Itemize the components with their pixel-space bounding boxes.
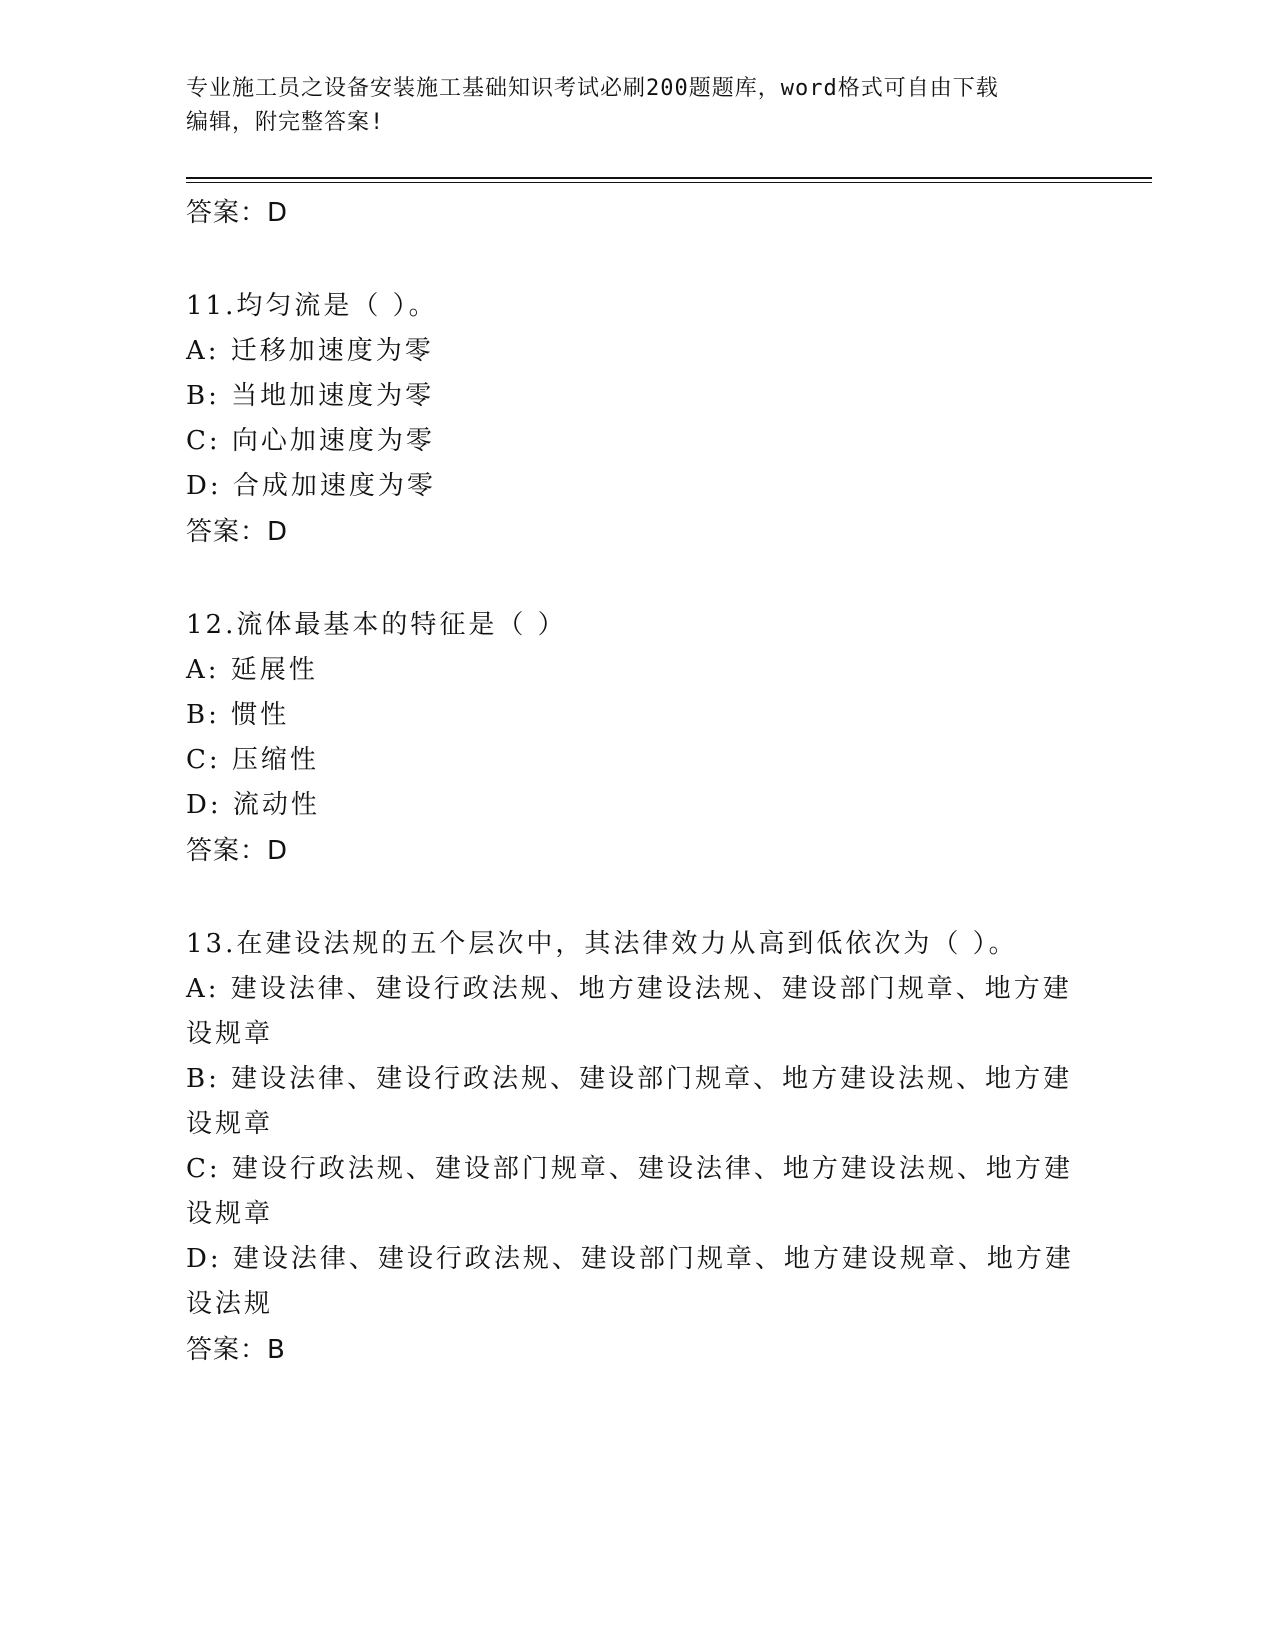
question-title: 13.在建设法规的五个层次中，其法律效力从高到低依次为（ ）。 bbox=[186, 929, 1018, 959]
option-d: D: 合成加速度为零 bbox=[186, 471, 436, 501]
option-c: C: 向心加速度为零 bbox=[186, 426, 435, 456]
option-a: A: 迁移加速度为零 bbox=[186, 336, 434, 366]
answer-line: 答案：D bbox=[186, 517, 289, 547]
option-d: D: 流动性 bbox=[186, 790, 320, 820]
option-c: C: 压缩性 bbox=[186, 745, 319, 775]
answer-line: 答案：D bbox=[186, 198, 289, 228]
question-title: 11.均匀流是（ ）。 bbox=[186, 291, 438, 321]
question-13 bbox=[186, 922, 1086, 1373]
header-rule-thick bbox=[186, 177, 1152, 179]
header-line-2: 编辑，附完整答案! bbox=[186, 110, 385, 135]
option-c: C: 建设行政法规、建设部门规章、建设法律、地方建设法规、地方建设规章 bbox=[186, 1154, 1073, 1229]
header-rule-thin bbox=[186, 182, 1152, 183]
question-11 bbox=[186, 284, 1086, 555]
question-12 bbox=[186, 603, 1086, 874]
header-line-1: 专业施工员之设备安装施工基础知识考试必刷200题题库，word格式可自由下载 bbox=[186, 76, 999, 101]
option-b: B: 惯性 bbox=[186, 700, 290, 730]
answer-line: 答案：D bbox=[186, 836, 289, 866]
question-title: 12.流体最基本的特征是（ ） bbox=[186, 610, 567, 640]
document-header bbox=[186, 72, 1066, 140]
answer-line: 答案：B bbox=[186, 1335, 286, 1365]
option-b: B: 建设法律、建设行政法规、建设部门规章、地方建设法规、地方建设规章 bbox=[186, 1064, 1073, 1139]
option-b: B: 当地加速度为零 bbox=[186, 381, 435, 411]
option-d: D: 建设法律、建设行政法规、建设部门规章、地方建设规章、地方建设法规 bbox=[186, 1244, 1074, 1319]
option-a: A: 延展性 bbox=[186, 655, 318, 685]
document-body bbox=[186, 188, 1086, 1373]
option-a: A: 建设法律、建设行政法规、地方建设法规、建设部门规章、地方建设规章 bbox=[186, 974, 1072, 1049]
